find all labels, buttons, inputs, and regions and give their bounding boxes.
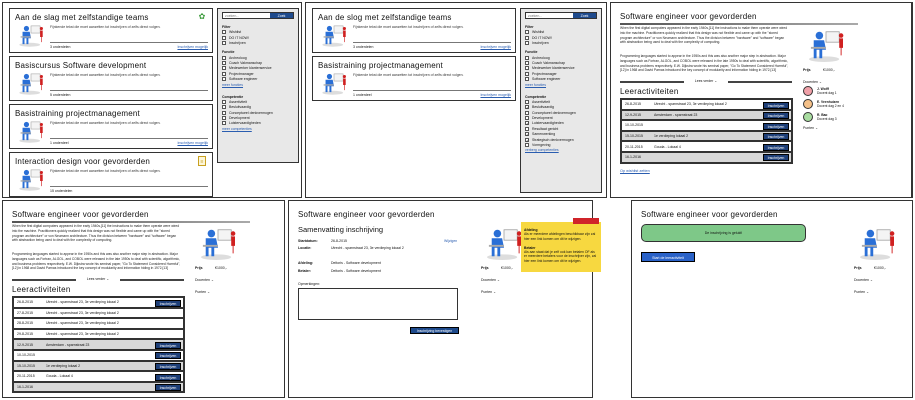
checkbox[interactable] [222,61,226,65]
course-description: Fijnkende tekst die moet aanzetten tot inschrijven of zelfs direct volgen. [50,25,161,29]
checkbox-label: Inschrijven [532,41,549,46]
filter-checkbox[interactable] [525,121,597,125]
checkbox-label: Besluitvaardig [532,105,554,110]
activity-date: 15-10-2015 [17,363,35,368]
remarks-label: Opmerkingen: [298,282,320,286]
course-parts-count: 3 onderdelen [353,45,374,49]
course-description: Fijnkende tekst die moet aanzetten tot inschrijven of zelfs direct volgen. [353,73,464,77]
hide-competences-link[interactable]: verberg competenties [525,148,559,153]
filter-checkbox[interactable] [525,36,597,40]
enroll-possible-link[interactable]: Inschrijven mogelijk [480,45,511,49]
checkbox-label: Conceptueel denkvermogen [532,110,576,115]
catalog-screen [2,2,302,198]
progress-divider [353,90,511,92]
enroll-possible-link[interactable]: Inschrijven mogelijk [177,141,208,145]
filter-checkbox[interactable] [525,61,597,65]
course-parts-count: 1 onderdeel [353,93,372,97]
course-card[interactable] [312,8,516,53]
checkbox-label: Software engineer [229,77,258,82]
checkbox[interactable] [222,121,226,125]
activity-row [13,308,184,319]
filter-heading: Filter [222,25,231,29]
checkbox[interactable] [222,105,226,109]
checkbox[interactable] [222,41,226,45]
progress-divider [353,42,511,44]
filter-checkbox[interactable] [525,127,597,131]
title-underline [620,23,858,25]
sticky-heading-2: Betaler [524,245,536,250]
location-label: Locatie: [298,246,312,250]
activity-location: Amsterdam - sparnstraat 23 [46,342,90,347]
activity-location: Utrecht - sparnstraat 23, 3e verdieping lokaal 2 [46,300,119,305]
price: Prijs €1000,- [195,266,227,270]
checkbox[interactable] [525,77,529,81]
checkbox[interactable] [525,66,529,70]
enroll-button[interactable]: Inschrijven [763,133,789,140]
annotation-sticky-note [521,222,601,272]
page-title: Software engineer voor gevorderden [641,210,778,219]
course-card[interactable] [9,8,213,53]
search-bar [222,12,294,19]
course-illustration [805,28,847,62]
course-title[interactable]: Basiscursus Software development [15,61,147,70]
checkbox-label: Development [532,116,553,121]
filter-heading: Filter [525,25,534,29]
filter-checkbox[interactable] [525,100,597,104]
price: Prijs €1000,- [803,68,835,72]
activity-date: 10-10-2015 [625,123,643,128]
checkbox[interactable] [525,56,529,60]
activity-row [13,318,184,329]
course-description-2: Programming languages started to appear in the 1950s and this was also another major step in abstraction. Major languages such as Fortran, ALGOL, and COBOL were released in the late 1950s to deal with scientific, algorithmic, and business problems respectively. E.W. Dijkstra wrote his seminal paper, "Go To Statement Considered Harmful",[12] in 1968 and David Parnas introduced the key concept of modularity and information hiding in 1972.[13] [620,54,789,73]
course-description: Fijnkende tekst die moet aanzetten tot inschrijven of zelfs direct volgen. [353,25,464,29]
filter-sidebar [217,8,299,163]
filter-checkbox[interactable] [525,132,597,136]
course-title[interactable]: Basistraining projectmanagement [318,61,443,70]
activity-row [13,371,184,382]
points-toggle[interactable]: Punten ⌄ [854,290,869,294]
checkbox[interactable] [222,36,226,40]
search-button[interactable]: Zoek [270,13,293,18]
activity-location: Amsterdam - sparnstraat 23 [654,112,698,117]
points-toggle[interactable]: Punten ⌄ [803,126,818,130]
enroll-possible-link[interactable]: Inschrijven mogelijk [177,45,208,49]
course-illustration [321,71,347,95]
enroll-possible-link[interactable]: Inschrijven mogelijk [480,93,511,97]
enroll-button[interactable]: Inschrijven [763,112,789,119]
filter-checkbox[interactable] [222,41,294,45]
activity-date: 26-8-2015 [625,102,641,107]
progress-divider [50,90,208,92]
activities-heading: Leeractiviteiten [620,87,679,96]
checkbox[interactable] [222,66,226,70]
page-title: Software engineer voor gevorderden [12,210,149,219]
checkbox-label: Development [229,116,250,121]
filter-checkbox[interactable] [222,121,294,125]
checkbox-label: Resultaat gericht [532,126,559,131]
checkbox-label: Medewerker klantenservice [229,66,272,71]
checkbox[interactable] [525,36,529,40]
activity-location: Utrecht - sparnstraat 23, 3e verdieping lokaal 2 [46,332,119,337]
activities-list [620,98,793,164]
activity-row [621,152,792,163]
filter-checkbox[interactable] [525,77,597,81]
checkbox[interactable] [525,30,529,34]
checkbox[interactable] [525,127,529,131]
title-underline [12,221,250,223]
course-title[interactable]: Basistraining projectmanagement [15,109,140,118]
location-value: Utrecht - sparnstraat 23, 3e verdieping lokaal 2 [331,246,404,250]
payer-label: Betaler: [298,269,312,273]
course-description-2: Programming languages started to appear in the 1950s and this was also another major step in abstraction. Major languages such as Fortran, ALGOL, and COBOL were released in the late 1950s to deal with scientific, algorithmic, and business problems respectively. E.W. Dijkstra wrote his seminal paper, "Go To Statement Considered Harmful",[12] in 1968 and David Parnas introduced the key concept of modularity and information hiding in 1972.[13] [12,252,181,271]
enroll-button[interactable]: Inschrijven [155,384,181,391]
sticky-heading-1: Afdeling [524,228,538,232]
confirm-enrollment-button[interactable]: Inschrijving bevestigen [410,327,459,334]
course-illustration [483,226,525,260]
change-link[interactable]: Wijzigen [444,239,458,243]
filter-checkbox[interactable] [525,72,597,76]
checkbox-label: Wishlist [532,30,545,35]
activity-date: 12-9-2015 [17,342,33,347]
activity-row [621,99,792,110]
teacher-item: J. Wolff Docent dag 1 [803,86,837,96]
start-label: Startdatum: [298,239,318,243]
teachers-toggle[interactable]: Docenten ⌄ [854,278,873,282]
course-title[interactable]: Interaction design voor gevorderden [15,157,151,166]
more-functions-link[interactable]: meer functies [525,82,547,87]
award-icon: ✿ [198,12,206,21]
checkbox-label: Assertiviteit [532,99,550,104]
enroll-button[interactable]: Inschrijven [763,123,789,130]
competence-heading: Competentie [222,94,244,99]
course-title[interactable]: Aan de slog met zelfstandige teams [318,13,452,22]
course-illustration [197,226,239,260]
checkbox-label: Vormgeving [532,143,551,148]
activity-date: 16-1-2016 [625,155,641,160]
checkbox[interactable] [222,77,226,81]
progress-divider [50,42,208,44]
activity-row [13,339,184,350]
activity-row [621,141,792,152]
checkbox-label: Besluitvaardig [229,105,251,110]
activities-heading: Leeractiviteiten [12,285,71,294]
sticky-text-1: Als er meerdere afdelingen beschikbaar zijn zal hier een link komen om dit te wijzigen. [524,232,596,241]
checkbox-label: Archeoloog [229,55,247,60]
course-illustration [856,226,898,260]
course-card[interactable] [9,152,213,197]
course-illustration [18,167,44,191]
activity-location: Gouda - Lokaal 4 [654,144,681,149]
checkbox[interactable]: ✓ [526,132,530,138]
enroll-button[interactable]: Inschrijven [155,342,181,349]
activity-row [13,361,184,372]
filter-checkbox[interactable] [222,36,294,40]
filter-checkbox[interactable] [525,66,597,70]
course-description: Fijnkende tekst die moet aanzetten tot inschrijven of zelfs direct volgen. [50,169,161,173]
page-title: Software engineer voor gevorderden [298,210,435,219]
activity-date: 15-10-2015 [625,134,643,139]
course-illustration [321,23,347,47]
checkbox[interactable] [222,56,226,60]
course-description: When the first digital computers appeared in the early 1940s,[11] the instructions to make them operate were wired into the machine. Practitioners quickly realized that this design was not flexible and came up with the "stored program architecture" or von Neumann architecture. Thus the division between "hardware" and "software" began with abstraction being used to deal with the complexity of computing. [12,224,180,243]
course-card[interactable] [312,56,516,101]
search-input[interactable] [223,13,270,18]
search-input[interactable] [526,13,573,18]
filter-checkbox[interactable] [525,105,597,109]
checkbox-label: Coach Vakmanschap [229,60,263,65]
checkbox-label: Coach Vakmanschap [532,60,566,65]
filter-checkbox[interactable] [525,30,597,34]
price: Prijs €1000,- [481,266,513,270]
filter-checkbox[interactable] [525,111,597,115]
read-more-link[interactable]: Lees verder ⌄ [12,277,184,282]
function-heading: Functie [222,50,235,55]
checkbox-label: Archeoloog [532,55,550,60]
activity-location: Utrecht - sparnstraat 23, 3e verdieping lokaal 2 [46,321,119,326]
checkbox-label: Luistervaardigheden [532,121,564,126]
document-icon: ≡ [198,156,206,166]
course-illustration [18,71,44,95]
activity-location: Utrecht - sparnstraat 23, 3e verdieping lokaal 2 [46,310,119,315]
checkbox-label: Assertiviteit [229,99,247,104]
activity-date: 29-8-2015 [17,332,33,337]
checkbox[interactable] [525,72,529,76]
checkbox[interactable] [525,61,529,65]
filter-sidebar [520,8,602,193]
success-message: De inschrijving is gelukt! [641,224,806,242]
checkbox-label: Conceptueel denkvermogen [229,110,273,115]
activity-row [621,110,792,121]
course-description: When the first digital computers appeared in the early 1940s,[11] the instructions to make them operate were wired into the machine. Practitioners quickly realized that this design was not flexible and came up with the "stored program architecture" or von Neumann architecture. Thus the division between "hardware" and "software" began with abstraction being used to deal with the complexity of computing. [620,26,788,45]
remarks-textarea[interactable] [298,288,458,320]
checkbox[interactable] [525,111,529,115]
activity-date: 28-8-2015 [17,321,33,326]
department-value: Deltoris - Software development [331,261,381,265]
filter-checkbox[interactable] [222,30,294,34]
tape-decoration [573,218,599,224]
activity-date: 27-8-2015 [17,310,33,315]
checkbox-label: Luistervaardigheden [229,121,261,126]
checkbox-label: DO IT NOW! [532,35,552,40]
course-illustration [18,119,44,143]
course-parts-count: 15 onderdelen [50,189,73,193]
filter-checkbox[interactable] [525,143,597,147]
function-heading: Functie [525,50,538,55]
filter-checkbox[interactable] [525,116,597,120]
catalog-filtered-screen [305,2,607,198]
filter-checkbox[interactable] [525,56,597,60]
avatar [803,86,813,96]
activities-list [12,296,185,393]
department-label: Afdeling: [298,261,314,265]
activity-row [13,382,184,393]
filter-checkbox[interactable] [222,77,294,81]
checkbox-label: Wishlist [229,30,242,35]
checkbox-label: Software engineer [532,77,561,82]
progress-divider [50,138,208,140]
checkbox[interactable] [222,100,226,104]
enroll-button[interactable]: Inschrijven [155,374,181,381]
page-title: Software engineer voor gevorderden [620,12,757,21]
teachers-toggle[interactable]: Docenten ⌄ [195,278,214,282]
add-to-wishlist-link[interactable]: Op wishlist zetten [620,168,650,173]
checkbox[interactable] [222,111,226,115]
sticky-text-2: Als aan staat dat je zelf ook kan betalen OF als er meerdere betalers voor de inschrijver zijn, zal hier een link komen om dit te wijzigen. [524,250,597,263]
more-competences-link[interactable]: meer competenties [222,126,252,131]
checkbox-label: Inschrijven [229,41,246,46]
enroll-button[interactable]: Inschrijven [155,300,181,307]
activity-date: 26-8-2015 [17,300,33,305]
points-toggle[interactable]: Punten ⌄ [195,290,210,294]
course-detail-screen [610,2,913,198]
search-button[interactable]: Zoek [573,13,596,18]
course-parts-count: 1 onderdeel [50,141,69,145]
checkbox[interactable] [525,41,529,45]
course-description: Fijnkende tekst die moet aanzetten tot inschrijven of zelfs direct volgen. [50,121,161,125]
enroll-button[interactable]: Inschrijven [155,352,181,359]
filter-checkbox[interactable] [222,61,294,65]
start-activity-button[interactable]: Start de leeractiviteit [641,252,695,262]
start-value: 26-8-2015 [331,239,347,243]
activity-date: 12-9-2015 [625,112,641,117]
teachers-toggle[interactable]: Docenten ⌄ [803,80,822,84]
course-illustration [18,23,44,47]
checkbox[interactable] [222,30,226,34]
filter-checkbox[interactable] [222,72,294,76]
activity-row [13,297,184,308]
filter-checkbox[interactable] [525,41,597,45]
enroll-button[interactable]: Inschrijven [763,144,789,151]
competence-heading: Competentie [525,94,547,99]
activity-location: 1e verdieping lokaal 2 [46,363,81,368]
activity-location: Gouda - Lokaal 4 [46,374,73,379]
checkbox-label: Samenwerking [532,132,556,137]
teacher-item: R. Bao Docent dag 3 [803,112,837,122]
checkbox-label: Strategisch denkvermogen [532,137,574,142]
checkbox-label: DO IT NOW! [229,35,249,40]
filter-checkbox[interactable] [222,56,294,60]
activity-row [13,350,184,361]
points-toggle[interactable]: Punten ⌄ [481,290,496,294]
checkbox[interactable]: ✓ [526,121,530,127]
payer-value: Deltoris - Software development [331,269,381,273]
course-parts-count: 5 onderdelen [50,93,71,97]
teachers-toggle[interactable]: Docenten ⌄ [481,278,500,282]
price: Prijs €1000,- [854,266,886,270]
course-description: Fijnkende tekst die moet aanzetten tot inschrijven of zelfs direct volgen. [50,73,161,77]
search-bar [525,12,597,19]
avatar [803,112,813,122]
course-card[interactable] [9,104,213,149]
enroll-button[interactable]: Inschrijven [763,154,789,161]
filter-checkbox[interactable] [222,116,294,120]
checkbox-label: Medewerker klantenservice [532,66,575,71]
checkbox[interactable] [525,116,529,120]
checkbox[interactable] [222,116,226,120]
filter-checkbox[interactable] [222,111,294,115]
enrollment-success-screen [631,200,913,398]
activity-location: Utrecht - sparnstraat 23, 3e verdieping lokaal 2 [654,102,727,107]
activity-date: 16-1-2016 [17,385,33,390]
read-more-link[interactable]: Lees verder ⌄ [620,79,792,84]
checkbox-label: Projectmanager [229,71,254,76]
activity-date: 20-11-2015 [625,144,643,149]
summary-title: Samenvatting inschrijving [298,225,384,234]
checkbox[interactable]: ✓ [526,137,530,143]
teacher-item: E. Veenhuizen Docent dag 2 en 4 [803,99,844,109]
filter-checkbox[interactable] [222,105,294,109]
course-parts-count: 3 onderdelen [50,45,71,49]
activity-row [621,131,792,142]
checkbox[interactable]: ✓ [526,105,530,111]
activity-date: 20-11-2015 [17,374,35,379]
course-title[interactable]: Aan de slag met zelfstandige teams [15,13,149,22]
progress-divider [50,186,208,188]
activity-location: 1e verdieping lokaal 2 [654,134,689,139]
course-detail-expanded-screen [2,200,285,398]
avatar [803,99,813,109]
activity-date: 10-10-2015 [17,353,35,358]
activity-row [621,120,792,131]
activity-row [13,329,184,340]
checkbox-label: Projectmanager [532,71,557,76]
filter-checkbox[interactable] [222,100,294,104]
enroll-button[interactable]: Inschrijven [763,102,789,109]
filter-checkbox[interactable] [525,138,597,142]
course-card[interactable] [9,56,213,101]
checkbox[interactable] [222,72,226,76]
enroll-button[interactable]: Inschrijven [155,363,181,370]
more-functions-link[interactable]: meer functies [222,82,244,87]
checkbox[interactable] [525,100,529,104]
checkbox[interactable] [525,143,529,147]
filter-checkbox[interactable] [222,66,294,70]
